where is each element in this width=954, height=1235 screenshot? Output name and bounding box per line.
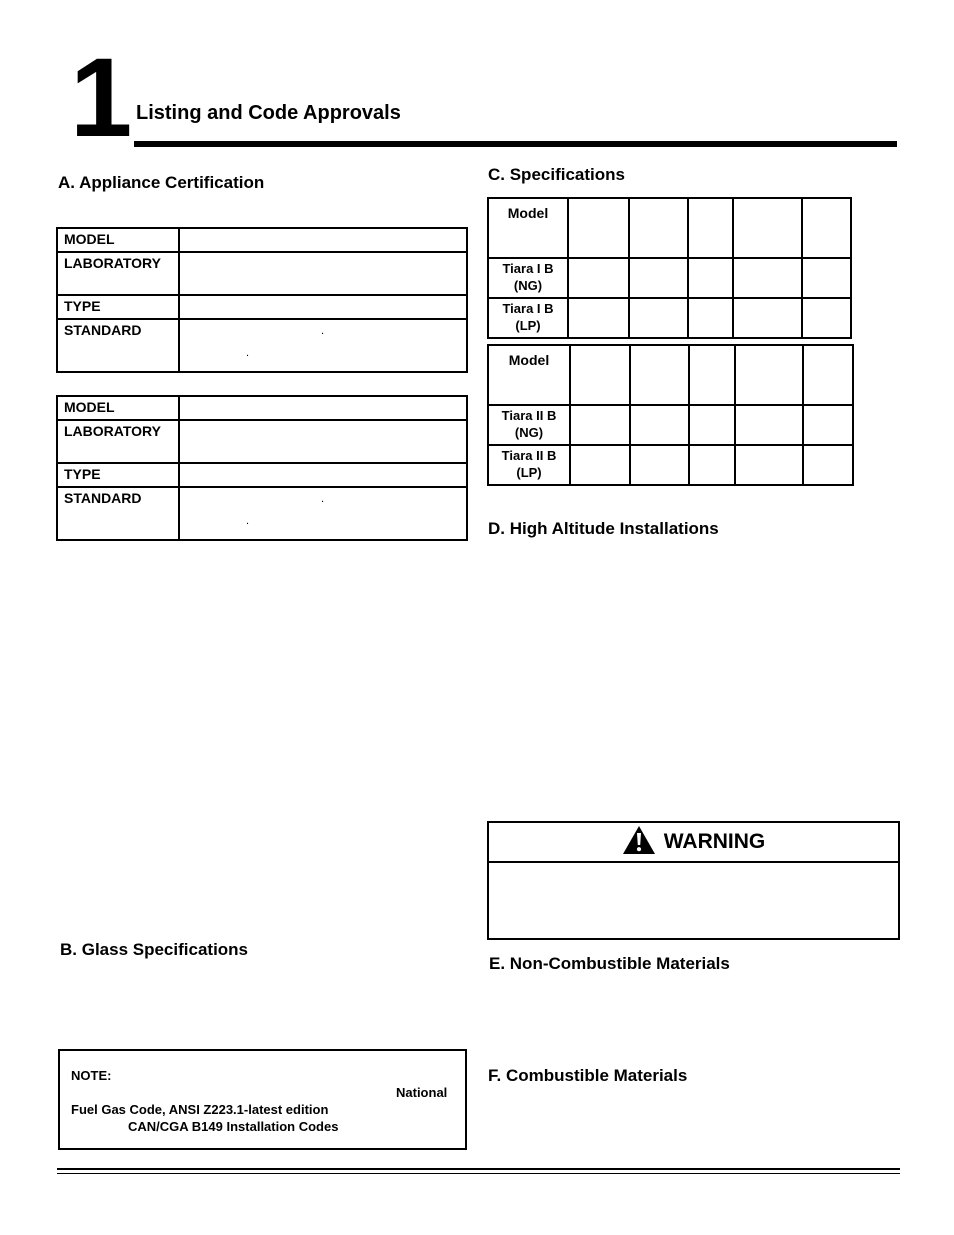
spec-cell: [802, 298, 851, 338]
spec-cell: [630, 345, 689, 405]
heading-combustible: F. Combustible Materials: [488, 1066, 688, 1085]
note-label: NOTE:: [71, 1068, 112, 1083]
spec-cell: [630, 445, 689, 485]
spec-cell: [688, 298, 733, 338]
standard-dot: .: [321, 325, 325, 337]
heading-high-altitude: D. High Altitude Installations: [488, 519, 719, 538]
certification-table-1: [56, 227, 468, 373]
note-national: National: [396, 1085, 448, 1100]
note-box: [58, 1049, 467, 1150]
laboratory-value: [179, 420, 467, 463]
standard-value: [179, 487, 467, 540]
spec-cell: [629, 298, 688, 338]
model-line2: (LP): [515, 317, 541, 333]
warning-box: [487, 821, 900, 940]
spec-cell: [568, 298, 629, 338]
standard-dot: .: [246, 347, 250, 359]
chapter-title: Listing and Code Approvals: [136, 102, 401, 124]
standard-dot: .: [246, 515, 250, 527]
spec-header-model: Model: [488, 198, 568, 258]
standard-dot: .: [321, 493, 325, 505]
spec-cell: [570, 445, 630, 485]
note-can-line: CAN/CGA B149 Installation Codes: [128, 1119, 339, 1134]
type-value: [179, 463, 467, 487]
spec-cell: [688, 258, 733, 298]
type-value: [179, 295, 467, 319]
spec-cell: [689, 345, 735, 405]
footer-rule: [57, 1168, 900, 1170]
model-value: [179, 228, 467, 252]
model-line1: Tiara II B: [501, 408, 557, 424]
spec-cell: [803, 445, 853, 485]
standard-label: STANDARD: [57, 319, 179, 372]
certification-table-2: [56, 395, 468, 541]
model-line1: Tiara II B: [501, 448, 557, 464]
spec-cell: [629, 258, 688, 298]
spec-model-cell: [488, 298, 568, 338]
spec-cell: [570, 405, 630, 445]
laboratory-value: [179, 252, 467, 295]
spec-cell: [733, 258, 802, 298]
title-rule: [134, 141, 897, 147]
warning-triangle-icon: [622, 825, 656, 860]
heading-appliance-certification: A. Appliance Certification: [58, 173, 265, 192]
model-line1: Tiara I B: [502, 301, 554, 316]
spec-cell: [568, 198, 629, 258]
heading-specifications: C. Specifications: [488, 165, 625, 184]
spec-header-model: Model: [488, 345, 570, 405]
spec-cell: [802, 198, 851, 258]
standard-label: STANDARD: [57, 487, 179, 540]
spec-model-cell: [488, 405, 570, 445]
footer-rule: [57, 1173, 900, 1174]
spec-cell: [689, 445, 735, 485]
spec-cell: [735, 345, 803, 405]
spec-cell: [733, 198, 802, 258]
warning-label: WARNING: [663, 830, 766, 853]
heading-non-combustible: E. Non-Combustible Materials: [489, 954, 730, 973]
type-label: TYPE: [57, 295, 179, 319]
spec-cell: [688, 198, 733, 258]
spec-cell: [570, 345, 630, 405]
standard-value: [179, 319, 467, 372]
spec-cell: [803, 345, 853, 405]
model-line2: (NG): [513, 278, 543, 293]
spec-cell: [568, 258, 629, 298]
model-line1: Tiara I B: [502, 261, 554, 277]
chapter-number: 1: [70, 35, 129, 160]
spec-cell: [630, 405, 689, 445]
spec-cell: [733, 298, 802, 338]
type-label: TYPE: [57, 463, 179, 487]
model-line2: (LP): [516, 465, 542, 480]
spec-cell: [735, 405, 803, 445]
warning-header: [489, 823, 898, 863]
model-label: MODEL: [57, 396, 179, 420]
spec-cell: [802, 258, 851, 298]
spec-cell: [629, 198, 688, 258]
spec-table-1: [487, 197, 852, 339]
note-code-line: Fuel Gas Code, ANSI Z223.1-latest edition: [71, 1102, 329, 1117]
model-label: MODEL: [57, 228, 179, 252]
spec-cell: [689, 405, 735, 445]
laboratory-label: LABORATORY: [57, 420, 179, 463]
spec-cell: [735, 445, 803, 485]
model-line2: (NG): [514, 425, 544, 440]
heading-glass-specifications: B. Glass Specifications: [60, 940, 249, 959]
laboratory-label: LABORATORY: [57, 252, 179, 295]
model-value: [179, 396, 467, 420]
spec-model-cell: [488, 445, 570, 485]
spec-table-2: [487, 344, 854, 486]
spec-model-cell: [488, 258, 568, 298]
spec-cell: [803, 405, 853, 445]
